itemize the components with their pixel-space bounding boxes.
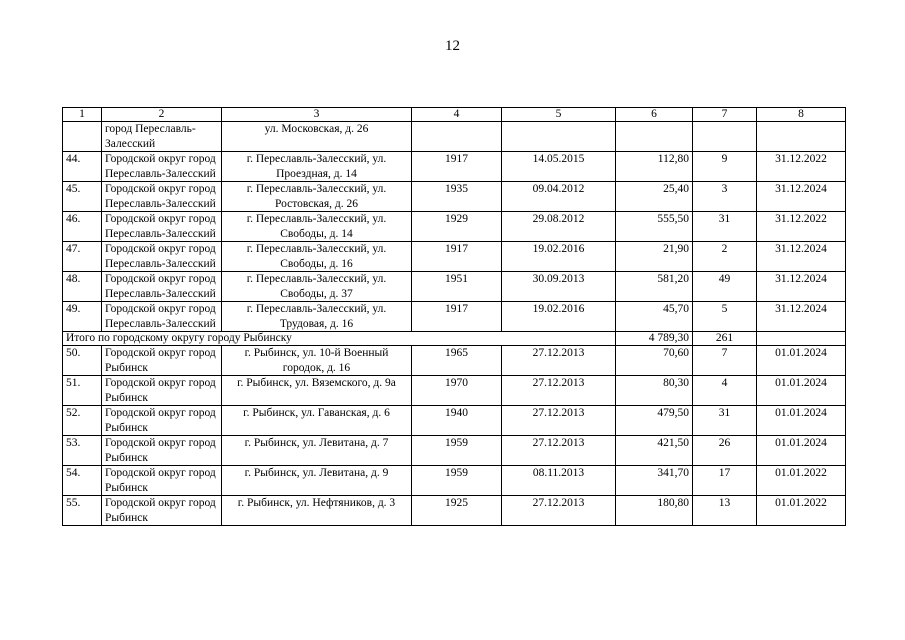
table-row	[63, 302, 846, 332]
residents-cell: 2	[693, 242, 757, 272]
date-cell: 27.12.2013	[502, 406, 616, 436]
area-cell: 479,50	[616, 406, 693, 436]
year-cell: 1959	[412, 436, 502, 466]
municipality-cell: Городской округ город Переславль-Залесский	[102, 302, 222, 332]
column-header: 5	[502, 108, 616, 122]
year-cell: 1917	[412, 242, 502, 272]
column-header: 1	[63, 108, 102, 122]
date-cell: 29.08.2012	[502, 212, 616, 242]
area-cell: 80,30	[616, 376, 693, 406]
year-cell: 1917	[412, 152, 502, 182]
address-cell: г. Переславль-Залесский, ул. Свободы, д. 14	[222, 212, 412, 242]
deadline-cell: 31.12.2024	[757, 272, 846, 302]
year-cell	[412, 122, 502, 152]
address-cell: г. Рыбинск, ул. Нефтяников, д. 3	[222, 496, 412, 526]
housing-table	[62, 107, 846, 526]
total-area: 4 789,30	[616, 332, 693, 346]
date-cell: 08.11.2013	[502, 466, 616, 496]
row-number: 48.	[63, 272, 102, 302]
residents-cell: 4	[693, 376, 757, 406]
row-number: 45.	[63, 182, 102, 212]
row-number: 49.	[63, 302, 102, 332]
total-residents: 261	[693, 332, 757, 346]
residents-cell: 17	[693, 466, 757, 496]
year-cell: 1929	[412, 212, 502, 242]
address-cell: г. Переславль-Залесский, ул. Ростовская, д. 26	[222, 182, 412, 212]
row-number: 51.	[63, 376, 102, 406]
residents-cell	[693, 122, 757, 152]
year-cell: 1940	[412, 406, 502, 436]
municipality-cell: Городской округ город Рыбинск	[102, 346, 222, 376]
deadline-cell: 31.12.2024	[757, 182, 846, 212]
table-row	[63, 436, 846, 466]
address-cell: г. Рыбинск, ул. 10-й Военный городок, д. 16	[222, 346, 412, 376]
date-cell: 27.12.2013	[502, 496, 616, 526]
date-cell: 14.05.2015	[502, 152, 616, 182]
address-cell: г. Рыбинск, ул. Гаванская, д. 6	[222, 406, 412, 436]
address-cell: г. Переславль-Залесский, ул. Свободы, д. 37	[222, 272, 412, 302]
page-number: 12	[445, 38, 460, 54]
year-cell: 1970	[412, 376, 502, 406]
municipality-cell: Городской округ город Рыбинск	[102, 436, 222, 466]
column-header: 3	[222, 108, 412, 122]
municipality-cell: Городской округ город Переславль-Залесский	[102, 182, 222, 212]
year-cell: 1917	[412, 302, 502, 332]
area-cell: 581,20	[616, 272, 693, 302]
year-cell: 1951	[412, 272, 502, 302]
address-cell: г. Переславль-Залесский, ул. Свободы, д. 16	[222, 242, 412, 272]
column-header: 4	[412, 108, 502, 122]
row-number: 47.	[63, 242, 102, 272]
table-header-row	[63, 108, 846, 122]
deadline-cell	[757, 122, 846, 152]
municipality-cell: Городской округ город Рыбинск	[102, 466, 222, 496]
total-empty-cell	[757, 332, 846, 346]
area-cell: 341,70	[616, 466, 693, 496]
date-cell: 09.04.2012	[502, 182, 616, 212]
date-cell: 19.02.2016	[502, 242, 616, 272]
deadline-cell: 31.12.2024	[757, 242, 846, 272]
address-cell: г. Рыбинск, ул. Левитана, д. 9	[222, 466, 412, 496]
row-number	[63, 122, 102, 152]
date-cell: 27.12.2013	[502, 436, 616, 466]
table-row	[63, 346, 846, 376]
address-cell: г. Переславль-Залесский, ул. Проездная, д. 14	[222, 152, 412, 182]
deadline-cell: 01.01.2024	[757, 346, 846, 376]
area-cell	[616, 122, 693, 152]
row-number: 46.	[63, 212, 102, 242]
year-cell: 1965	[412, 346, 502, 376]
table-row	[63, 182, 846, 212]
column-header: 7	[693, 108, 757, 122]
deadline-cell: 01.01.2022	[757, 496, 846, 526]
municipality-cell: Городской округ город Переславль-Залесский	[102, 272, 222, 302]
table-row	[63, 406, 846, 436]
date-cell: 30.09.2013	[502, 272, 616, 302]
table-row	[63, 272, 846, 302]
area-cell: 21,90	[616, 242, 693, 272]
area-cell: 112,80	[616, 152, 693, 182]
residents-cell: 3	[693, 182, 757, 212]
municipality-cell: Городской округ город Рыбинск	[102, 376, 222, 406]
table-row	[63, 496, 846, 526]
total-row	[63, 332, 846, 346]
residents-cell: 49	[693, 272, 757, 302]
column-header: 8	[757, 108, 846, 122]
residents-cell: 7	[693, 346, 757, 376]
table-row	[63, 466, 846, 496]
address-cell: г. Переславль-Залесский, ул. Трудовая, д. 16	[222, 302, 412, 332]
year-cell: 1959	[412, 466, 502, 496]
address-cell: г. Рыбинск, ул. Вяземского, д. 9а	[222, 376, 412, 406]
year-cell: 1925	[412, 496, 502, 526]
deadline-cell: 31.12.2024	[757, 302, 846, 332]
row-number: 52.	[63, 406, 102, 436]
residents-cell: 31	[693, 406, 757, 436]
address-cell: г. Рыбинск, ул. Левитана, д. 7	[222, 436, 412, 466]
residents-cell: 5	[693, 302, 757, 332]
area-cell: 25,40	[616, 182, 693, 212]
year-cell: 1935	[412, 182, 502, 212]
address-cell: ул. Московская, д. 26	[222, 122, 412, 152]
table-row	[63, 122, 846, 152]
municipality-cell: Городской округ город Переславль-Залесский	[102, 152, 222, 182]
date-cell: 19.02.2016	[502, 302, 616, 332]
date-cell: 27.12.2013	[502, 346, 616, 376]
deadline-cell: 31.12.2022	[757, 212, 846, 242]
deadline-cell: 01.01.2024	[757, 406, 846, 436]
row-number: 44.	[63, 152, 102, 182]
row-number: 53.	[63, 436, 102, 466]
deadline-cell: 01.01.2022	[757, 466, 846, 496]
row-number: 55.	[63, 496, 102, 526]
column-header: 6	[616, 108, 693, 122]
table-row	[63, 212, 846, 242]
table-row	[63, 152, 846, 182]
deadline-cell: 01.01.2024	[757, 436, 846, 466]
residents-cell: 26	[693, 436, 757, 466]
residents-cell: 13	[693, 496, 757, 526]
area-cell: 45,70	[616, 302, 693, 332]
deadline-cell: 31.12.2022	[757, 152, 846, 182]
municipality-cell: Городской округ город Рыбинск	[102, 496, 222, 526]
deadline-cell: 01.01.2024	[757, 376, 846, 406]
residents-cell: 9	[693, 152, 757, 182]
row-number: 50.	[63, 346, 102, 376]
date-cell	[502, 122, 616, 152]
municipality-cell: Городской округ город Рыбинск	[102, 406, 222, 436]
total-label: Итого по городскому округу городу Рыбинску	[63, 332, 616, 346]
area-cell: 555,50	[616, 212, 693, 242]
municipality-cell: город Переславль-Залесский	[102, 122, 222, 152]
area-cell: 180,80	[616, 496, 693, 526]
column-header: 2	[102, 108, 222, 122]
date-cell: 27.12.2013	[502, 376, 616, 406]
table-row	[63, 242, 846, 272]
row-number: 54.	[63, 466, 102, 496]
area-cell: 421,50	[616, 436, 693, 466]
table-row	[63, 376, 846, 406]
municipality-cell: Городской округ город Переславль-Залесский	[102, 242, 222, 272]
municipality-cell: Городской округ город Переславль-Залесский	[102, 212, 222, 242]
residents-cell: 31	[693, 212, 757, 242]
area-cell: 70,60	[616, 346, 693, 376]
